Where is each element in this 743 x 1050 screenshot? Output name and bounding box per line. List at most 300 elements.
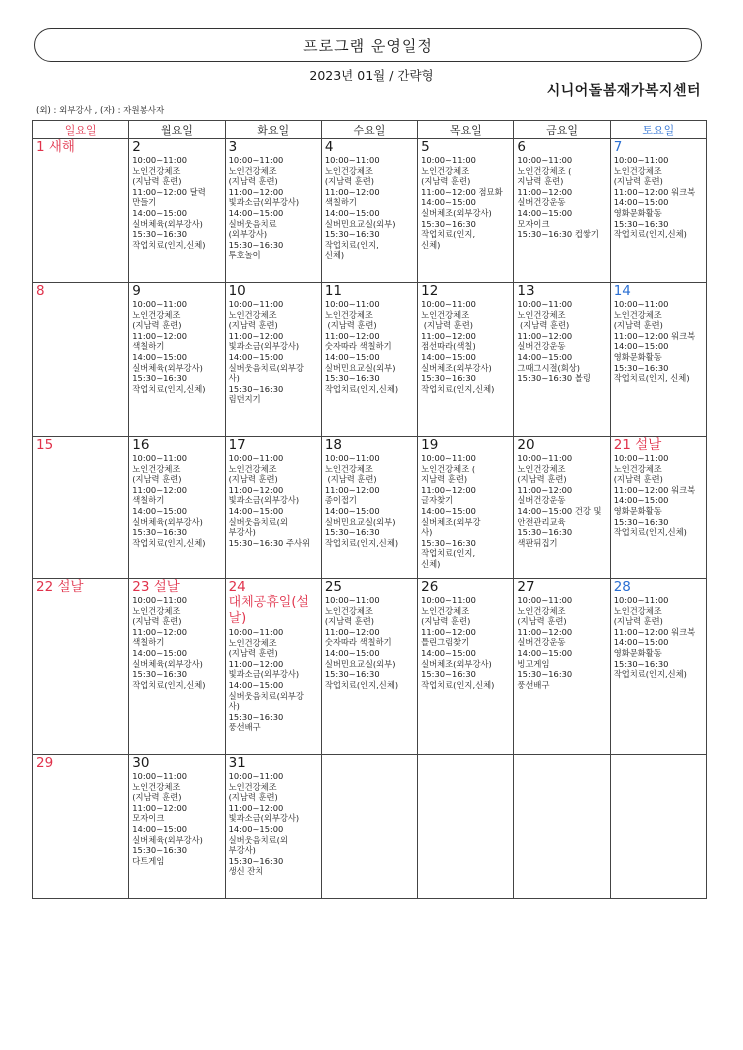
- schedule-line: 작업치료(인지,신체): [132, 679, 206, 690]
- schedule-line: 11:00~12:00: [324, 484, 380, 495]
- day-cell: [33, 437, 129, 579]
- schedule-line: 14:00~15:00: [613, 637, 669, 648]
- schedule-line: 영화문화활동: [613, 647, 662, 658]
- schedule-line: 노인건강체조: [324, 605, 373, 616]
- schedule-line: 영화문화활동: [613, 351, 662, 362]
- schedule-line: 노인건강체조: [132, 605, 181, 616]
- schedule-line: 15:30~16:30: [421, 669, 476, 680]
- schedule-line: 작업치료(인지,신체): [324, 537, 399, 548]
- schedule-line: 노인건강체조: [613, 463, 662, 474]
- schedule-line: 10:00~11:00: [132, 453, 188, 463]
- schedule-line: 노인건강체조: [613, 309, 662, 320]
- schedule-line: 10:00~11:00: [228, 771, 284, 781]
- schedule-line: 빛과소금(외부강사): [228, 495, 300, 506]
- schedule-line: 11:00~12:00 달력: [132, 186, 206, 197]
- calendar-table: [32, 120, 707, 899]
- schedule-line: 실버건강운동: [517, 637, 566, 648]
- schedule-line: 실버웃음치료(외부강: [228, 690, 304, 701]
- schedule-line: 실버체조(외부강: [421, 516, 481, 527]
- schedule-line: 노인건강체조: [132, 165, 181, 176]
- schedule-line: (지남력 훈련): [132, 474, 182, 485]
- week-row: [33, 579, 707, 755]
- schedule-line: 신체): [324, 250, 345, 261]
- day-number: 29: [36, 755, 54, 771]
- schedule-line: 작업치료(인지,신체): [613, 669, 687, 680]
- calendar-body: [33, 139, 707, 899]
- schedule-line: 15:30~16:30: [132, 669, 188, 680]
- day-cell: [610, 283, 706, 437]
- day-cell: [321, 283, 417, 437]
- schedule-line: 14:00~15:00: [132, 207, 188, 218]
- day-cell: [225, 437, 321, 579]
- title-text: 프로그램 운영일정: [303, 36, 433, 55]
- schedule-line: 15:30~16:30: [613, 218, 669, 229]
- day-cell: [610, 755, 706, 899]
- schedule-line: 14:00~15:00: [613, 341, 669, 352]
- schedule-line: 11:00~12:00: [324, 626, 380, 637]
- schedule-line: 15:30~16:30: [517, 527, 573, 538]
- schedule-line: 빛과소금(외부강사): [228, 341, 300, 352]
- schedule-line: 14:00~15:00: [324, 351, 380, 362]
- schedule-line: 11:00~12:00: [324, 186, 380, 197]
- schedule-line: 11:00~12:00: [421, 484, 476, 495]
- schedule-line: 실버건강운동: [517, 197, 566, 208]
- day-cell: [33, 139, 129, 283]
- day-number: 27: [517, 579, 535, 595]
- schedule-line: (지남력 훈련): [613, 320, 663, 331]
- schedule-line: 11:00~12:00 워크북: [613, 484, 696, 495]
- schedule-line: 15:30~16:30: [324, 669, 380, 680]
- day-cell: [129, 755, 225, 899]
- schedule-line: 실버웃음치료: [228, 218, 277, 229]
- schedule-line: 11:00~12:00: [228, 484, 284, 495]
- schedule-line: 점선따라(색칠): [421, 341, 476, 352]
- schedule-line: 빛과소금(외부강사): [228, 197, 300, 208]
- schedule-line: (지남력 훈련): [613, 176, 663, 187]
- weekday-header-row: [33, 121, 707, 139]
- schedule-line: 작업치료(인지,신체): [324, 383, 399, 394]
- week-row: [33, 283, 707, 437]
- schedule-line: 10:00~11:00: [517, 155, 573, 165]
- schedule-line: 영화문화활동: [613, 207, 662, 218]
- schedule-line: 14:00~15:00: [228, 505, 284, 516]
- schedule-line: 11:00~12:00: [228, 658, 284, 669]
- schedule-line: 15:30~16:30: [132, 229, 188, 240]
- schedule-line: 14:00~15:00: [517, 647, 573, 658]
- schedule-line: 11:00~12:00 점묘화: [421, 186, 503, 197]
- schedule-line: 신체): [421, 558, 441, 569]
- weekday-monday: 월요일: [129, 121, 225, 139]
- schedule-line: 11:00~12:00: [517, 626, 573, 637]
- schedule-line: 실버건강운동: [517, 495, 566, 506]
- schedule-line: 15:30~16:30: [324, 373, 380, 384]
- schedule-line: 생신 잔치: [228, 866, 264, 877]
- schedule-line: 10:00~11:00: [228, 155, 284, 165]
- schedule-line: 10:00~11:00: [517, 595, 573, 605]
- day-cell: [225, 283, 321, 437]
- schedule-line: (지남력 훈련): [228, 648, 278, 659]
- schedule-line: 10:00~11:00: [324, 299, 380, 309]
- schedule-line: 10:00~11:00: [613, 155, 669, 165]
- schedule-line: 14:00~15:00: [517, 351, 573, 362]
- schedule-line: 림던지기: [228, 394, 261, 405]
- schedule-line: 10:00~11:00: [421, 155, 476, 165]
- schedule-line: (지남력 훈련): [324, 474, 377, 485]
- schedule-line: 빛과소금(외부강사): [228, 813, 300, 824]
- schedule-line: 작업치료(인지,신체): [132, 383, 206, 394]
- schedule-line: 11:00~12:00: [421, 330, 476, 341]
- day-cell: [225, 139, 321, 283]
- schedule-line: 실버민요교실(외부): [324, 516, 396, 527]
- week-row: [33, 139, 707, 283]
- schedule-line: 색칠하기: [132, 495, 165, 506]
- schedule-line: (외부강사): [228, 229, 268, 240]
- schedule-line: 10:00~11:00: [228, 299, 284, 309]
- weekday-saturday: 토요일: [610, 121, 706, 139]
- schedule-line: 14:00~15:00: [228, 679, 284, 690]
- schedule-line: 숫자따라 색칠하기: [324, 341, 392, 352]
- schedule-line: 실버민요교실(외부): [324, 218, 396, 229]
- schedule-line: (지남력 훈련): [421, 320, 473, 331]
- schedule-line: 빛과소금(외부강사): [228, 669, 300, 680]
- schedule-line: 15:30~16:30 주사위: [228, 537, 311, 548]
- schedule-line: 작업치료(인지,: [324, 239, 379, 250]
- day-cell: [321, 579, 417, 755]
- schedule-line: 지남력 훈련): [421, 474, 468, 485]
- day-number: 1 새해: [36, 139, 75, 155]
- schedule-line: 색칠하기: [132, 637, 165, 648]
- schedule-line: 14:00~15:00: [613, 197, 669, 208]
- day-cell: [418, 755, 514, 899]
- schedule-line: 14:00~15:00: [421, 351, 476, 362]
- schedule-line: (지남력 훈련): [613, 616, 663, 627]
- schedule-line: (지남력 훈련): [228, 792, 278, 803]
- schedule-line: (지남력 훈련): [517, 474, 567, 485]
- schedule-line: 노인건강체조: [613, 165, 662, 176]
- schedule-line: 실버체육(외부강사): [132, 218, 203, 229]
- schedule-line: (지남력 훈련): [324, 176, 375, 187]
- day-cell: [514, 437, 610, 579]
- schedule-line: 노인건강체조: [421, 165, 470, 176]
- schedule-line: 노인건강체조: [132, 781, 181, 792]
- day-number: 20: [517, 437, 535, 453]
- day-number: 26: [421, 579, 439, 595]
- schedule-line: 작업치료(인지,신체): [421, 679, 495, 690]
- schedule-line: 11:00~12:00: [517, 484, 573, 495]
- day-cell: [610, 139, 706, 283]
- schedule-line: 14:00~15:00: [132, 351, 188, 362]
- schedule-line: (지남력 훈련): [228, 176, 278, 187]
- schedule-line: 사): [421, 527, 433, 538]
- day-number: 7: [613, 139, 623, 155]
- legend-note: (외) : 외부강사 , (자) : 자원봉사자: [36, 106, 165, 116]
- schedule-line: 11:00~12:00: [421, 626, 476, 637]
- schedule-line: 노인건강체조 (: [421, 463, 476, 474]
- weekday-thursday: 목요일: [418, 121, 514, 139]
- schedule-line: 14:00~15:00: [132, 505, 188, 516]
- schedule-line: 10:00~11:00: [421, 453, 476, 463]
- day-cell: [418, 283, 514, 437]
- schedule-line: 실버웃음치료(외: [228, 516, 288, 527]
- schedule-line: 14:00~15:00: [228, 823, 284, 834]
- schedule-line: 빙고게임: [517, 658, 550, 669]
- day-number: 30: [132, 755, 150, 771]
- schedule-line: 14:00~15:00: [132, 647, 188, 658]
- schedule-line: 실버웃음치료(외부강: [228, 362, 304, 373]
- schedule-line: 글자찾기: [421, 495, 454, 506]
- day-cell: [514, 139, 610, 283]
- day-number: 25: [324, 579, 343, 595]
- subtitle: 2023년 01월 / 간략형: [309, 68, 434, 83]
- schedule-line: 풍선배구: [517, 679, 550, 690]
- schedule-line: (지남력 훈련): [517, 616, 567, 627]
- schedule-line: 노인건강체조: [324, 165, 373, 176]
- schedule-line: 색판뒤집기: [517, 537, 558, 548]
- schedule-line: 10:00~11:00: [613, 299, 669, 309]
- schedule-line: 지남력 훈련): [517, 176, 564, 187]
- schedule-line: 10:00~11:00: [421, 595, 476, 605]
- schedule-line: 10:00~11:00: [132, 595, 188, 605]
- schedule-line: (지남력 훈련): [228, 474, 278, 485]
- day-number: 14: [613, 283, 631, 299]
- schedule-line: 11:00~12:00: [132, 626, 188, 637]
- schedule-line: 만들기: [132, 197, 157, 208]
- schedule-line: 15:30~16:30: [228, 711, 284, 722]
- schedule-line: 노인건강체조: [228, 309, 277, 320]
- schedule-line: 노인건강체조: [517, 605, 566, 616]
- schedule-line: 11:00~12:00 워크북: [613, 186, 696, 197]
- schedule-line: 14:00~15:00: [324, 647, 380, 658]
- schedule-line: 15:30~16:30: [517, 669, 573, 680]
- day-cell: [418, 437, 514, 579]
- schedule-line: 모자이크: [517, 218, 550, 229]
- schedule-line: 14:00~15:00: [421, 197, 476, 208]
- schedule-line: (지남력 훈련): [132, 616, 182, 627]
- schedule-line: (지남력 훈련): [324, 616, 375, 627]
- schedule-line: 작업치료(인지,: [421, 229, 476, 240]
- schedule-line: 15:30~16:30: [228, 855, 284, 866]
- schedule-line: (지남력 훈련): [132, 792, 182, 803]
- day-number: 21 설날: [613, 437, 662, 453]
- schedule-line: 실버체육(외부강사): [132, 362, 203, 373]
- schedule-line: 11:00~12:00: [228, 186, 284, 197]
- schedule-line: 14:00~15:00: [421, 647, 476, 658]
- schedule-line: 숫자따라 색칠하기: [324, 637, 392, 648]
- day-cell: [33, 579, 129, 755]
- day-number: 2: [132, 139, 141, 155]
- day-cell: [129, 437, 225, 579]
- schedule-line: 10:00~11:00: [613, 595, 669, 605]
- schedule-line: 노인건강체조: [132, 309, 181, 320]
- schedule-line: 실버체조(외부강사): [421, 658, 492, 669]
- page-title: [34, 28, 702, 62]
- schedule-line: 노인건강체조: [421, 309, 470, 320]
- day-cell: [514, 283, 610, 437]
- schedule-line: 10:00~11:00: [132, 771, 188, 781]
- schedule-line: 14:00~15:00 건강 및: [517, 505, 602, 516]
- schedule-line: (지남력 훈련): [421, 176, 471, 187]
- schedule-line: 15:30~16:30: [421, 373, 476, 384]
- schedule-line: (지남력 훈련): [613, 474, 663, 485]
- schedule-line: 신체): [421, 239, 441, 250]
- schedule-line: 11:00~12:00 워크북: [613, 626, 696, 637]
- day-number: 23 설날: [132, 579, 180, 595]
- day-cell: [129, 283, 225, 437]
- schedule-line: 그때그시절(회상): [517, 362, 580, 373]
- schedule-line: 11:00~12:00: [132, 802, 188, 813]
- schedule-line: 15:30~16:30: [421, 218, 476, 229]
- schedule-line: 10:00~11:00: [324, 155, 380, 165]
- day-cell: [225, 579, 321, 755]
- schedule-line: 노인건강체조: [324, 309, 373, 320]
- schedule-line: (지남력 훈련): [517, 320, 570, 331]
- schedule-line: 15:30~16:30: [228, 383, 284, 394]
- schedule-line: 15:30~16:30: [613, 362, 669, 373]
- schedule-line: 15:30~16:30 컵쌓기: [517, 229, 599, 240]
- schedule-line: 작업치료(인지,: [421, 548, 476, 559]
- schedule-line: 다트게임: [132, 855, 165, 866]
- schedule-line: 11:00~12:00: [324, 330, 380, 341]
- schedule-line: 15:30~16:30 볼링: [517, 373, 591, 384]
- schedule-line: 15:30~16:30: [228, 239, 284, 250]
- schedule-line: 14:00~15:00: [421, 505, 476, 516]
- weekday-tuesday: 화요일: [225, 121, 321, 139]
- week-row: [33, 437, 707, 579]
- weekday-friday: 금요일: [514, 121, 610, 139]
- day-number: 13: [517, 283, 535, 299]
- day-number: 3: [228, 139, 238, 155]
- day-cell: [514, 579, 610, 755]
- schedule-line: 10:00~11:00: [132, 155, 188, 165]
- schedule-line: 15:30~16:30: [613, 658, 669, 669]
- day-number: 5: [421, 139, 430, 155]
- schedule-line: 작업치료(인지, 신체): [613, 373, 690, 384]
- schedule-line: 노인건강체조: [517, 309, 566, 320]
- week-row: [33, 755, 707, 899]
- schedule-line: 작업치료(인지,신체): [613, 527, 687, 538]
- schedule-line: (지남력 훈련): [132, 176, 182, 187]
- schedule-line: 15:30~16:30: [421, 537, 476, 548]
- day-number: 28: [613, 579, 631, 595]
- day-cell: [33, 283, 129, 437]
- schedule-line: (지남력 훈련): [228, 320, 278, 331]
- schedule-line: 11:00~12:00: [132, 330, 188, 341]
- schedule-line: 11:00~12:00 워크북: [613, 330, 696, 341]
- schedule-line: 15:30~16:30: [324, 527, 380, 538]
- schedule-line: 11:00~12:00: [517, 186, 573, 197]
- day-cell: [418, 139, 514, 283]
- day-cell: [418, 579, 514, 755]
- day-cell: [321, 755, 417, 899]
- day-number: 8: [36, 283, 45, 299]
- day-number: 16: [132, 437, 150, 453]
- schedule-line: 노인건강체조: [517, 463, 566, 474]
- schedule-line: 노인건강체조: [228, 781, 277, 792]
- schedule-line: 투호놀이: [228, 250, 261, 261]
- schedule-line: 실버건강운동: [517, 341, 566, 352]
- schedule-line: 실버웃음치료(외: [228, 834, 288, 845]
- schedule-line: 10:00~11:00: [324, 595, 380, 605]
- day-number: 19: [421, 437, 439, 453]
- schedule-line: 15:30~16:30: [132, 373, 188, 384]
- day-cell: [129, 139, 225, 283]
- day-cell: [610, 437, 706, 579]
- schedule-line: 풍선배구: [228, 722, 261, 733]
- schedule-line: 색칠하기: [324, 197, 357, 208]
- schedule-line: 10:00~11:00: [324, 453, 380, 463]
- schedule-line: 10:00~11:00: [132, 299, 188, 309]
- schedule-line: 모자이크: [132, 813, 165, 824]
- schedule-line: 부강사): [228, 845, 256, 856]
- day-number: 9: [132, 283, 141, 299]
- day-number: 4: [324, 139, 334, 155]
- day-cell: [129, 579, 225, 755]
- day-cell: [321, 139, 417, 283]
- schedule-line: 영화문화활동: [613, 505, 662, 516]
- schedule-line: 노인건강체조: [228, 637, 277, 648]
- schedule-line: 11:00~12:00: [228, 802, 284, 813]
- schedule-line: 종이접기: [324, 495, 357, 506]
- schedule-line: 14:00~15:00: [324, 207, 380, 218]
- day-number: 31: [228, 755, 246, 771]
- day-number: 10: [228, 283, 246, 299]
- schedule-line: (지남력 훈련): [132, 320, 182, 331]
- organization-name: 시니어돌봄재가복지센터: [546, 83, 701, 99]
- schedule-line: 15:30~16:30: [324, 229, 380, 240]
- schedule-line: 실버민요교실(외부): [324, 362, 396, 373]
- day-number: 22 설날: [36, 579, 84, 595]
- schedule-line: 사): [228, 701, 240, 712]
- schedule-line: 노인건강체조: [421, 605, 470, 616]
- schedule-line: 틀린그림찾기: [421, 637, 470, 648]
- day-number: 15: [36, 437, 54, 453]
- schedule-line: 10:00~11:00: [517, 299, 573, 309]
- weekday-sunday: 일요일: [33, 121, 129, 139]
- schedule-line: 부강사): [228, 527, 256, 538]
- schedule-line: 11:00~12:00: [132, 484, 188, 495]
- schedule-line: 작업치료(인지,신체): [324, 679, 399, 690]
- schedule-line: 14:00~15:00: [613, 495, 669, 506]
- holiday-note: 대체공휴일(설날): [228, 595, 309, 626]
- day-number: 11: [324, 283, 343, 299]
- schedule-line: 노인건강체조 (: [517, 165, 572, 176]
- schedule-line: 실버체육(외부강사): [132, 834, 203, 845]
- schedule-line: 작업치료(인지,신체): [421, 383, 495, 394]
- schedule-line: 노인건강체조: [228, 165, 277, 176]
- schedule-line: 작업치료(인지,신체): [613, 229, 687, 240]
- schedule-line: 사): [228, 373, 240, 384]
- weekday-wednesday: 수요일: [321, 121, 417, 139]
- schedule-line: 노인건강체조: [613, 605, 662, 616]
- schedule-line: 실버체육(외부강사): [132, 658, 203, 669]
- schedule-line: 노인건강체조: [228, 463, 277, 474]
- schedule-line: 10:00~11:00: [517, 453, 573, 463]
- day-number: 24: [228, 579, 246, 595]
- day-cell: [33, 755, 129, 899]
- day-cell: [610, 579, 706, 755]
- day-number: 18: [324, 437, 343, 453]
- schedule-line: 색칠하기: [132, 341, 165, 352]
- schedule-line: 14:00~15:00: [324, 505, 380, 516]
- schedule-line: 10:00~11:00: [421, 299, 476, 309]
- schedule-line: 노인건강체조: [324, 463, 373, 474]
- day-cell: [514, 755, 610, 899]
- schedule-line: 15:30~16:30: [132, 845, 188, 856]
- day-number: 6: [517, 139, 526, 155]
- schedule-line: 14:00~15:00: [228, 351, 284, 362]
- schedule-line: (지남력 훈련): [421, 616, 471, 627]
- schedule-line: 실버체조(외부강사): [421, 207, 492, 218]
